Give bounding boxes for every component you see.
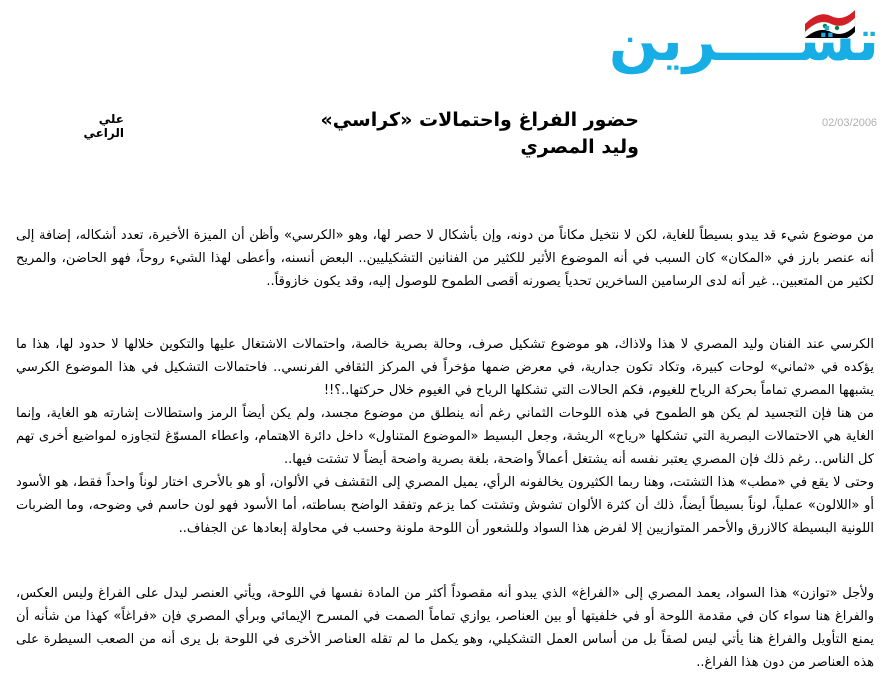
article-paragraph: من موضوع شيء قد يبدو بسيطاً للغاية، لكن لا نتخيل مكاناً من دونه، وإن بأشكال لا حصر لها، وهو «الكرسي» وأظن أن الميزة الأخيرة، تعدد أشكاله، إضافة إلى أنه عنصر بارز في «المكان» كان السبب في أنه الموضوع الأثير للكثير من الفنانين التشكيليين.. البعض أنسنه، وأعطى لهذا الشيء روحاً، فهو الحاضن، والمريح لكثير من المتعبين.. غير أنه لدى الرسامين الساخرين تحدياً يصورنه أقصى الطموح للوصول إليه، وقد يكون خازوقاً.. (16, 228, 874, 289)
article-paragraph: الكرسي عند الفنان وليد المصري لا هذا ولاذاك، هو موضوع تشكيل صرف، وحالة بصرية خالصة، واحتمالات الاشتغال عليها والتكوين خلالها لا حدود لها، هذا ما يؤكده في «ثماني» لوحات كبيرة، وتكاد تكون جدارية، في معرض ضمها مؤخراً في المركز الثقافي الفرنسي.. فاحتمالات التشكيل في هذا الموضوع الكرسي يشبهها المصري تماماً بحركة الرياح للغيوم، فكم الحالات التي تشكلها الرياح في الغيوم خلال حركتها..؟!! (16, 337, 874, 398)
article-body (16, 224, 874, 674)
article-paragraph: من هنا فإن التجسيد لم يكن هو الطموح في هذه اللوحات الثماني رغم أنه ينطلق من موضوع مجسد، ولم يكن أيضاً الرمز واستطالات إشارته هو الغاية، وإنما الغاية هي الاحتمالات البصرية التي تشكلها «رياح» الريشة، وجعل البسيط «الموضوع المتناول» داخل دائرة الاهتمام، واعطاء المسوّغ لتجاوزه لمواضيع أخرى تهم كل الناس.. رغم ذلك فإن المصري يعتبر نفسه أنه يشتغل أعمالاً واضحة، بلغة بصرية واضحة أيضاً لا تشتت فيها.. (16, 406, 874, 467)
article-paragraph: ولأجل «توازن» هذا السواد، يعمد المصري إلى «الفراغ» الذي يبدو أنه مقصوداً أكثر من المادة نفسها في اللوحة، ويأتي العنصر ليدل على الفراغ وليس العكس، والفراغ هنا سواء كان في مقدمة اللوحة أو في خلفيتها أو بين العناصر، يوازي تماماً الصمت في المسرح الإيمائي وبرأي المصري فإن «فراغاً» كهذا من شأنه أن يمنع التأويل والفراغ هنا يأتي ليس لصقاً بل من أساس العمل التشكيلي، وهو يكمل ما لم تقله العناصر الأخرى في اللوحة بل يرى أنه من الصعب السيطرة على هذه العناصر من دون هذا الفراغ.. (16, 586, 874, 670)
article-title: حضور الفراغ واحتمالات «كراسي» وليد المصري (320, 109, 639, 158)
masthead-wordmark: تشــــرين (608, 6, 879, 74)
article-date: 02/03/2006 (822, 117, 878, 129)
masthead-logo[interactable] (608, 4, 879, 74)
article-author: علي الراعي (83, 112, 124, 140)
article-paragraph: وحتى لا يقع في «مطب» هذا التشتت، وهنا ربما الكثيرون يخالفونه الرأي، يميل المصري إلى التقشف في الألوان، أو هو بالأحرى اختار لوناً واحداً فقط، هو الأسود أو «اللالون» عملياً، لوناً بسيطاً أيضاً، ذلك أن كثرة الألوان تشوش وتشتت كما يزعم وتفقد الواضح بساطته، أما الأسود فهو لون حاسم في وضوحه، وما الضربات اللونية البسيطة كالازرق والأحمر المتوازيين إلا لفرض هذا السواد وللشعور أن اللوحة ملونة وحسب في محاولة إبعادها عن الجفاف.. (16, 475, 874, 536)
